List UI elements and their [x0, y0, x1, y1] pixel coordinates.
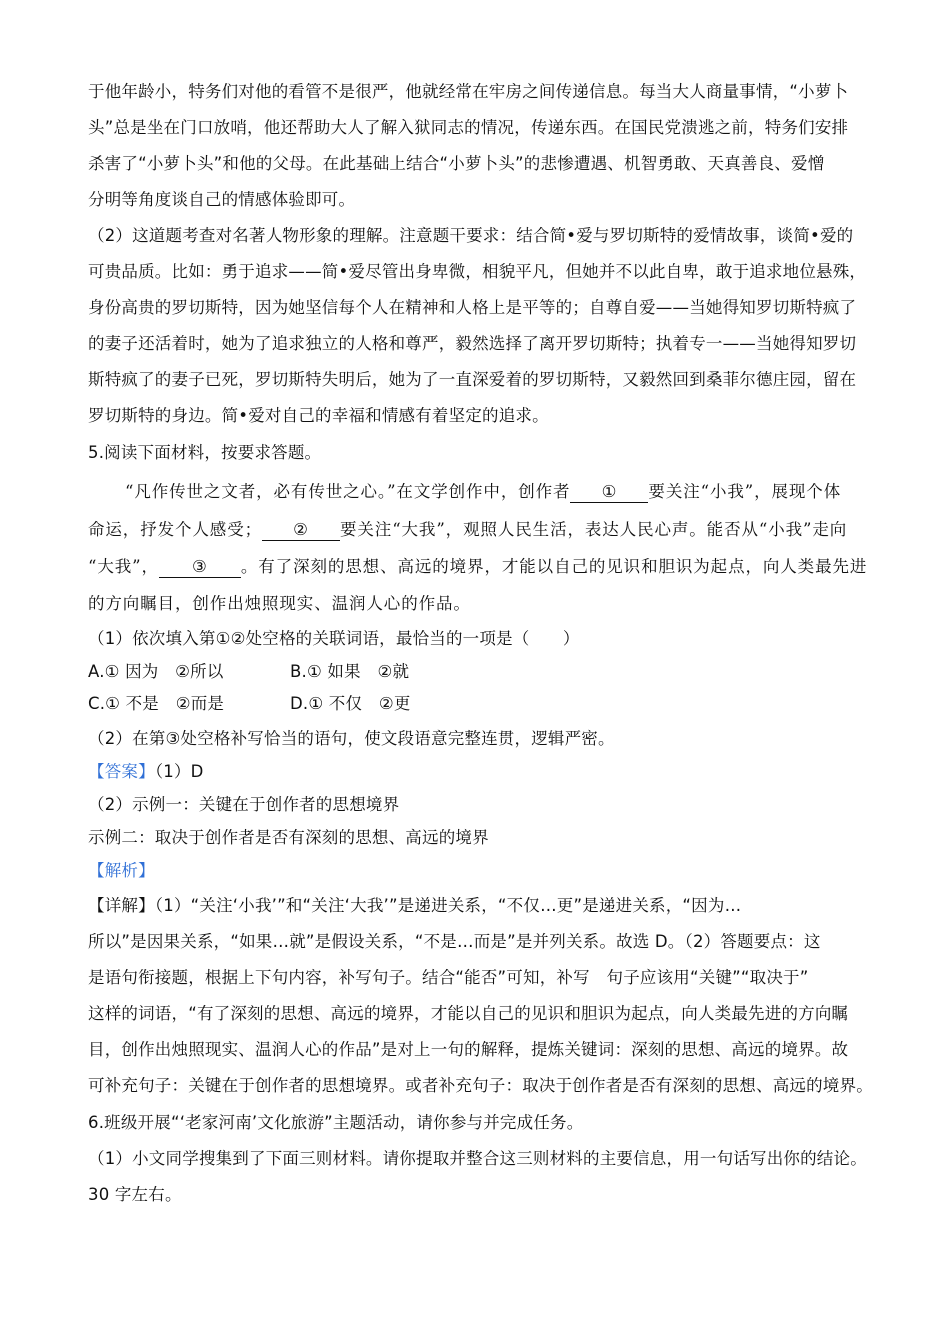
answer-1: （1）D — [154, 762, 204, 781]
options-row-1 — [88, 660, 409, 684]
question-6-sub-1-cont: 30 字左右。 — [88, 1185, 182, 1204]
answer-line — [88, 760, 204, 784]
passage-text: 命运，抒发个人感受； — [88, 520, 262, 539]
passage-line-1 — [125, 480, 841, 504]
analysis-tag: 【解析】 — [88, 861, 155, 880]
paragraph-line: 的妻子还活着时，她为了追求独立的人格和尊严，毅然选择了离开罗切斯特；执着专一——当她得知罗切 — [88, 334, 857, 353]
detail-line: 这样的词语，“有了深刻的思想、高远的境界，才能以自己的见识和胆识为起点，向人类最先进的方向瞩 — [88, 1004, 849, 1023]
paragraph-line: 杀害了“小萝卜头”和他的父母。在此基础上结合“小萝卜头”的悲惨遭遇、机智勇敢、天真善良、爱憎 — [88, 154, 825, 173]
blank-1: ① — [570, 482, 648, 503]
question-5-title: 5.阅读下面材料，按要求答题。 — [88, 443, 322, 462]
option-c: C.① 不是 ②而是 — [88, 694, 225, 713]
passage-text: “大我”， — [88, 557, 159, 576]
option-b: B.① 如果 ②就 — [290, 662, 410, 681]
blank-3: ③ — [159, 557, 241, 578]
detail-line: 可补充句子：关键在于创作者的思想境界。或者补充句子：取决于创作者是否有深刻的思想、高远的境界。 — [88, 1076, 873, 1095]
passage-text: 要关注“大我”，观照人民生活，表达人民心声。能否从“小我”走向 — [340, 520, 848, 539]
paragraph-line: 可贵品质。比如：勇于追求——简•爱尽管出身卑微，相貌平凡，但她并不以此自卑，敢于追求地位悬殊， — [88, 262, 867, 281]
answer-3: 示例二：取决于创作者是否有深刻的思想、高远的境界 — [88, 828, 489, 847]
question-6-title: 6.班级开展“‘老家河南’文化旅游”主题活动，请你参与并完成任务。 — [88, 1113, 584, 1132]
option-d: D.① 不仅 ②更 — [290, 694, 411, 713]
paragraph-line: 于他年龄小，特务们对他的看管不是很严，他就经常在牢房之间传递信息。每当大人商量事情，“小萝卜 — [88, 82, 849, 101]
paragraph-line: 罗切斯特的身边。简•爱对自己的幸福和情感有着坚定的追求。 — [88, 406, 549, 425]
paragraph-line: 头”总是坐在门口放哨，他还帮助大人了解入狱同志的情况，传递东西。在国民党溃逃之前，特务们安排 — [88, 118, 849, 137]
detail-line: 【详解】（1）“关注‘小我’”和“关注‘大我’”是递进关系，“不仅…更”是递进关系，“因为… — [88, 896, 742, 915]
paragraph-line: 分明等角度谈自己的情感体验即可。 — [88, 190, 356, 209]
blank-2: ② — [262, 520, 340, 541]
question-5-sub-1: （1）依次填入第①②处空格的关联词语，最恰当的一项是（ ） — [88, 629, 580, 648]
passage-line-2 — [88, 518, 847, 542]
paragraph-line: 斯特疯了的妻子已死，罗切斯特失明后，她为了一直深爱着的罗切斯特，又毅然回到桑菲尔德庄园，留在 — [88, 370, 857, 389]
passage-text: 。有了深刻的思想、高远的境界，才能以自己的见识和胆识为起点，向人类最先进 — [240, 557, 868, 576]
answer-tag: 【答案】 — [88, 762, 155, 781]
answer-2: （2）示例一：关键在于创作者的思想境界 — [88, 795, 400, 814]
paragraph-line: 身份高贵的罗切斯特，因为她坚信每个人在精神和人格上是平等的；自尊自爱——当她得知罗切斯特疯了 — [88, 298, 857, 317]
detail-line: 是语句衔接题，根据上下句内容，补写句子。结合“能否”可知，补写 句子应该用“关键”“取决于” — [88, 968, 809, 987]
passage-text: “凡作传世之文者，必有传世之心。”在文学创作中，创作者 — [125, 482, 571, 501]
options-row-2 — [88, 692, 411, 716]
paragraph-line: （2）这道题考查对名著人物形象的理解。注意题干要求：结合简•爱与罗切斯特的爱情故事，谈简•爱的 — [88, 226, 854, 245]
option-a: A.① 因为 ②所以 — [88, 662, 224, 681]
passage-text: 要关注“小我”，展现个体 — [648, 482, 842, 501]
question-5-sub-2: （2）在第③处空格补写恰当的语句，使文段语意完整连贯，逻辑严密。 — [88, 729, 615, 748]
passage-line-3 — [88, 555, 867, 579]
detail-line: 所以”是因果关系，“如果…就”是假设关系，“不是…而是”是并列关系。故选 D。（2）答题要点：这 — [88, 932, 821, 951]
detail-line: 目，创作出烛照现实、温润人心的作品”是对上一句的解释，提炼关键词：深刻的思想、高远的境界。故 — [88, 1040, 849, 1059]
question-6-sub-1: （1）小文同学搜集到了下面三则材料。请你提取并整合这三则材料的主要信息，用一句话写出你的结论。 — [88, 1149, 867, 1168]
passage-line-4: 的方向瞩目，创作出烛照现实、温润人心的作品。 — [88, 594, 471, 613]
